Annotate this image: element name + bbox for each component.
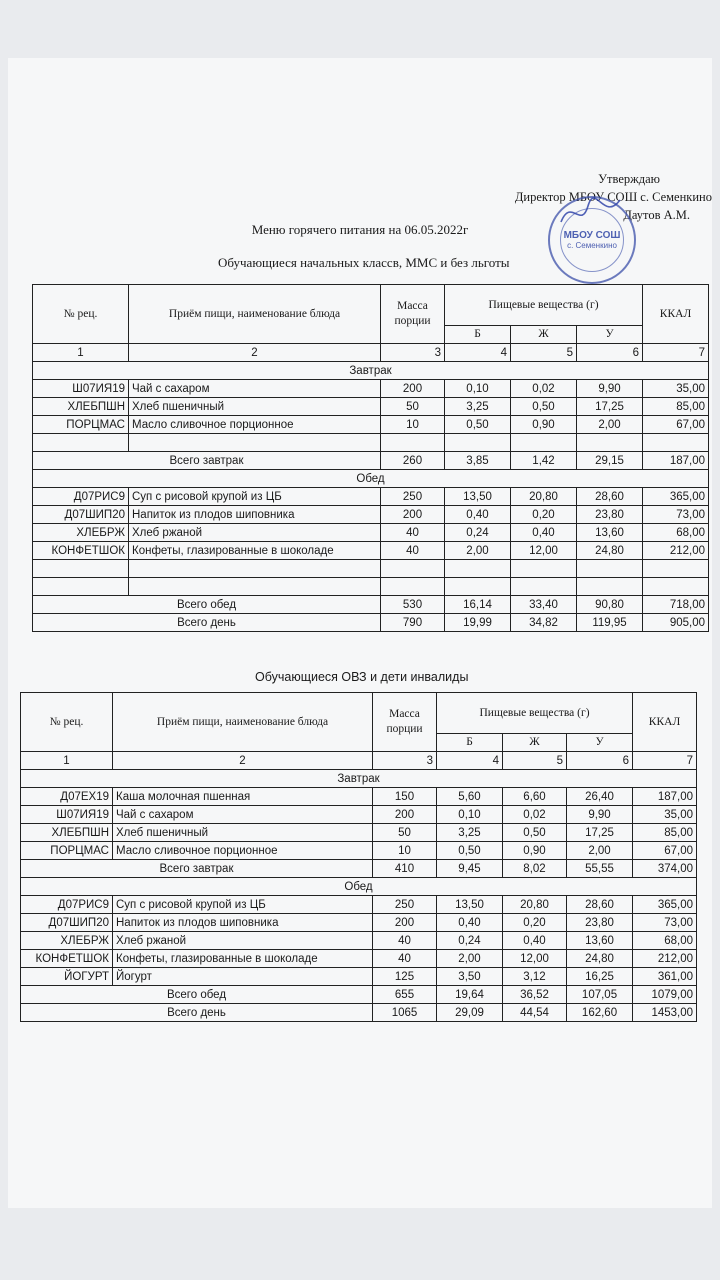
col-num: 7 xyxy=(643,344,709,362)
cell-mass: 200 xyxy=(373,914,437,932)
cell-u: 16,25 xyxy=(567,968,633,986)
total-zh: 8,02 xyxy=(503,860,567,878)
table-row xyxy=(21,932,697,950)
cell-mass: 10 xyxy=(381,416,445,434)
total-b: 3,85 xyxy=(445,452,511,470)
director-title: Директор МБОУ СОШ с. Семенкино xyxy=(514,190,712,204)
group2-title: Обучающиеся ОВЗ и дети инвалиды xyxy=(255,670,469,684)
day-total-mass: 1065 xyxy=(373,1004,437,1022)
cell-b: 0,50 xyxy=(437,842,503,860)
header-zh: Ж xyxy=(503,734,567,752)
group1-title: Обучающиеся начальных классв, ММС и без льготы xyxy=(218,255,510,270)
cell-dish: Чай с сахаром xyxy=(129,380,381,398)
cell-u: 2,00 xyxy=(567,842,633,860)
cell-b: 0,10 xyxy=(445,380,511,398)
total-row xyxy=(21,986,697,1004)
table-row xyxy=(21,806,697,824)
total-b: 9,45 xyxy=(437,860,503,878)
cell-zh: 12,00 xyxy=(503,950,567,968)
cell-u: 23,80 xyxy=(577,506,643,524)
cell-u: 23,80 xyxy=(567,914,633,932)
table-row xyxy=(21,914,697,932)
approval-label: Утверждаю xyxy=(598,172,660,186)
cell-b: 0,40 xyxy=(445,506,511,524)
cell-code: Ш07ИЯ19 xyxy=(33,380,129,398)
director-name: Даутов А.М. xyxy=(623,208,690,222)
cell-zh: 0,90 xyxy=(511,416,577,434)
table-row xyxy=(33,398,709,416)
cell-kcal: 365,00 xyxy=(643,488,709,506)
cell-dish: Каша молочная пшенная xyxy=(113,788,373,806)
total-u: 90,80 xyxy=(577,596,643,614)
section-breakfast: Завтрак xyxy=(21,770,697,788)
cell-code: ЙОГУРТ xyxy=(21,968,113,986)
cell-u: 24,80 xyxy=(577,542,643,560)
cell-zh: 3,12 xyxy=(503,968,567,986)
cell-zh: 0,40 xyxy=(511,524,577,542)
cell-u: 26,40 xyxy=(567,788,633,806)
col-num: 4 xyxy=(445,344,511,362)
header-zh: Ж xyxy=(511,326,577,344)
col-num: 1 xyxy=(33,344,129,362)
cell-b: 0,10 xyxy=(437,806,503,824)
cell-zh: 20,80 xyxy=(503,896,567,914)
cell-b: 5,60 xyxy=(437,788,503,806)
table-row xyxy=(33,416,709,434)
cell-mass: 40 xyxy=(373,950,437,968)
total-zh: 33,40 xyxy=(511,596,577,614)
section-breakfast: Завтрак xyxy=(33,362,709,380)
header-nutrients: Пищевые вещества (г) xyxy=(437,693,633,734)
col-num: 7 xyxy=(633,752,697,770)
cell-zh: 0,50 xyxy=(503,824,567,842)
day-total-mass: 790 xyxy=(381,614,445,632)
col-num: 5 xyxy=(511,344,577,362)
cell-u: 9,90 xyxy=(567,806,633,824)
section-lunch: Обед xyxy=(21,878,697,896)
day-total-row xyxy=(33,614,709,632)
cell-b: 13,50 xyxy=(445,488,511,506)
total-b: 19,64 xyxy=(437,986,503,1004)
total-label: Всего обед xyxy=(21,986,373,1004)
cell-kcal: 68,00 xyxy=(643,524,709,542)
total-mass: 655 xyxy=(373,986,437,1004)
cell-zh: 0,40 xyxy=(503,932,567,950)
col-num: 5 xyxy=(503,752,567,770)
total-kcal: 718,00 xyxy=(643,596,709,614)
cell-dish: Конфеты, глазированные в шоколаде xyxy=(129,542,381,560)
empty-row xyxy=(33,434,709,452)
cell-kcal: 73,00 xyxy=(643,506,709,524)
cell-zh: 0,90 xyxy=(503,842,567,860)
header-dish: Приём пищи, наименование блюда xyxy=(129,285,381,344)
cell-dish: Хлеб пшеничный xyxy=(129,398,381,416)
cell-mass: 200 xyxy=(381,380,445,398)
cell-zh: 20,80 xyxy=(511,488,577,506)
day-total-label: Всего день xyxy=(21,1004,373,1022)
menu-table-group1 xyxy=(32,284,709,632)
cell-kcal: 212,00 xyxy=(643,542,709,560)
header-nutrients: Пищевые вещества (г) xyxy=(445,285,643,326)
cell-mass: 150 xyxy=(373,788,437,806)
header-mass: Масса порции xyxy=(381,285,445,344)
day-total-u: 119,95 xyxy=(577,614,643,632)
day-total-kcal: 905,00 xyxy=(643,614,709,632)
cell-kcal: 85,00 xyxy=(633,824,697,842)
total-kcal: 374,00 xyxy=(633,860,697,878)
table-row xyxy=(21,896,697,914)
col-num: 6 xyxy=(577,344,643,362)
cell-code: Д07ШИП20 xyxy=(33,506,129,524)
cell-zh: 6,60 xyxy=(503,788,567,806)
cell-b: 0,50 xyxy=(445,416,511,434)
cell-code: ПОРЦМАС xyxy=(21,842,113,860)
cell-mass: 250 xyxy=(373,896,437,914)
table-row xyxy=(33,542,709,560)
cell-mass: 40 xyxy=(381,542,445,560)
cell-b: 0,24 xyxy=(445,524,511,542)
cell-kcal: 67,00 xyxy=(643,416,709,434)
empty-row xyxy=(33,560,709,578)
cell-kcal: 68,00 xyxy=(633,932,697,950)
cell-code: КОНФЕТШОК xyxy=(33,542,129,560)
total-label: Всего завтрак xyxy=(33,452,381,470)
col-num: 4 xyxy=(437,752,503,770)
total-kcal: 187,00 xyxy=(643,452,709,470)
col-num: 3 xyxy=(381,344,445,362)
total-label: Всего завтрак xyxy=(21,860,373,878)
empty-row xyxy=(33,578,709,596)
cell-kcal: 35,00 xyxy=(633,806,697,824)
cell-u: 28,60 xyxy=(577,488,643,506)
header-u: У xyxy=(577,326,643,344)
total-row xyxy=(33,452,709,470)
day-total-u: 162,60 xyxy=(567,1004,633,1022)
cell-dish: Хлеб ржаной xyxy=(113,932,373,950)
total-kcal: 1079,00 xyxy=(633,986,697,1004)
menu-title: Меню горячего питания на 06.05.2022г xyxy=(251,222,469,237)
cell-zh: 0,20 xyxy=(511,506,577,524)
total-mass: 260 xyxy=(381,452,445,470)
cell-dish: Конфеты, глазированные в шоколаде xyxy=(113,950,373,968)
cell-kcal: 85,00 xyxy=(643,398,709,416)
cell-u: 28,60 xyxy=(567,896,633,914)
cell-dish: Хлеб ржаной xyxy=(129,524,381,542)
cell-code: ХЛЕБПШН xyxy=(21,824,113,842)
total-row xyxy=(33,596,709,614)
cell-code: Д07РИС9 xyxy=(33,488,129,506)
header-rec: № рец. xyxy=(21,693,113,752)
menu-table-group2 xyxy=(20,692,697,1022)
col-num: 3 xyxy=(373,752,437,770)
total-u: 107,05 xyxy=(567,986,633,1004)
cell-b: 0,24 xyxy=(437,932,503,950)
cell-code: ХЛЕБРЖ xyxy=(33,524,129,542)
total-zh: 36,52 xyxy=(503,986,567,1004)
day-total-zh: 34,82 xyxy=(511,614,577,632)
cell-kcal: 35,00 xyxy=(643,380,709,398)
cell-kcal: 73,00 xyxy=(633,914,697,932)
cell-dish: Чай с сахаром xyxy=(113,806,373,824)
header-kcal: ККАЛ xyxy=(633,693,697,752)
cell-dish: Суп с рисовой крупой из ЦБ xyxy=(129,488,381,506)
cell-dish: Напиток из плодов шиповника xyxy=(129,506,381,524)
cell-dish: Напиток из плодов шиповника xyxy=(113,914,373,932)
header-rec: № рец. xyxy=(33,285,129,344)
cell-u: 24,80 xyxy=(567,950,633,968)
cell-kcal: 187,00 xyxy=(633,788,697,806)
cell-mass: 50 xyxy=(381,398,445,416)
table-row xyxy=(21,788,697,806)
cell-code: Д07ЕХ19 xyxy=(21,788,113,806)
total-row xyxy=(21,860,697,878)
cell-zh: 12,00 xyxy=(511,542,577,560)
total-u: 29,15 xyxy=(577,452,643,470)
cell-mass: 40 xyxy=(381,524,445,542)
day-total-b: 19,99 xyxy=(445,614,511,632)
cell-zh: 0,20 xyxy=(503,914,567,932)
table-row xyxy=(33,506,709,524)
day-total-row xyxy=(21,1004,697,1022)
header-u: У xyxy=(567,734,633,752)
cell-dish: Масло сливочное порционное xyxy=(129,416,381,434)
cell-mass: 40 xyxy=(373,932,437,950)
day-total-b: 29,09 xyxy=(437,1004,503,1022)
total-mass: 530 xyxy=(381,596,445,614)
stamp-line-1: МБОУ СОШ xyxy=(563,230,621,241)
table-row xyxy=(21,950,697,968)
cell-b: 3,25 xyxy=(437,824,503,842)
day-total-kcal: 1453,00 xyxy=(633,1004,697,1022)
cell-code: Д07РИС9 xyxy=(21,896,113,914)
cell-dish: Суп с рисовой крупой из ЦБ xyxy=(113,896,373,914)
cell-mass: 250 xyxy=(381,488,445,506)
cell-kcal: 365,00 xyxy=(633,896,697,914)
cell-code: ХЛЕБРЖ xyxy=(21,932,113,950)
cell-u: 17,25 xyxy=(577,398,643,416)
table-row xyxy=(21,842,697,860)
total-b: 16,14 xyxy=(445,596,511,614)
col-num: 6 xyxy=(567,752,633,770)
col-num: 2 xyxy=(129,344,381,362)
table-row xyxy=(21,824,697,842)
cell-dish: Масло сливочное порционное xyxy=(113,842,373,860)
cell-b: 0,40 xyxy=(437,914,503,932)
table-row xyxy=(33,524,709,542)
cell-b: 2,00 xyxy=(445,542,511,560)
header-mass: Масса порции xyxy=(373,693,437,752)
cell-mass: 125 xyxy=(373,968,437,986)
cell-dish: Хлеб пшеничный xyxy=(113,824,373,842)
header-b: Б xyxy=(437,734,503,752)
cell-b: 3,50 xyxy=(437,968,503,986)
day-total-zh: 44,54 xyxy=(503,1004,567,1022)
cell-zh: 0,02 xyxy=(511,380,577,398)
total-label: Всего обед xyxy=(33,596,381,614)
stamp-line-2: с. Семенкино xyxy=(567,241,617,250)
cell-u: 13,60 xyxy=(577,524,643,542)
cell-kcal: 361,00 xyxy=(633,968,697,986)
total-u: 55,55 xyxy=(567,860,633,878)
cell-b: 2,00 xyxy=(437,950,503,968)
cell-code: Ш07ИЯ19 xyxy=(21,806,113,824)
total-mass: 410 xyxy=(373,860,437,878)
col-num: 1 xyxy=(21,752,113,770)
cell-kcal: 67,00 xyxy=(633,842,697,860)
cell-mass: 10 xyxy=(373,842,437,860)
cell-mass: 200 xyxy=(381,506,445,524)
cell-code: ПОРЦМАС xyxy=(33,416,129,434)
cell-zh: 0,50 xyxy=(511,398,577,416)
cell-dish: Йогурт xyxy=(113,968,373,986)
day-total-label: Всего день xyxy=(33,614,381,632)
cell-b: 3,25 xyxy=(445,398,511,416)
cell-u: 9,90 xyxy=(577,380,643,398)
total-zh: 1,42 xyxy=(511,452,577,470)
header-b: Б xyxy=(445,326,511,344)
cell-code: ХЛЕБПШН xyxy=(33,398,129,416)
cell-u: 17,25 xyxy=(567,824,633,842)
table-row xyxy=(33,380,709,398)
cell-mass: 50 xyxy=(373,824,437,842)
table-row xyxy=(21,968,697,986)
table-row xyxy=(33,488,709,506)
cell-code: Д07ШИП20 xyxy=(21,914,113,932)
cell-kcal: 212,00 xyxy=(633,950,697,968)
header-kcal: ККАЛ xyxy=(643,285,709,344)
cell-u: 2,00 xyxy=(577,416,643,434)
cell-zh: 0,02 xyxy=(503,806,567,824)
section-lunch: Обед xyxy=(33,470,709,488)
cell-code: КОНФЕТШОК xyxy=(21,950,113,968)
header-dish: Приём пищи, наименование блюда xyxy=(113,693,373,752)
cell-b: 13,50 xyxy=(437,896,503,914)
col-num: 2 xyxy=(113,752,373,770)
cell-mass: 200 xyxy=(373,806,437,824)
cell-u: 13,60 xyxy=(567,932,633,950)
